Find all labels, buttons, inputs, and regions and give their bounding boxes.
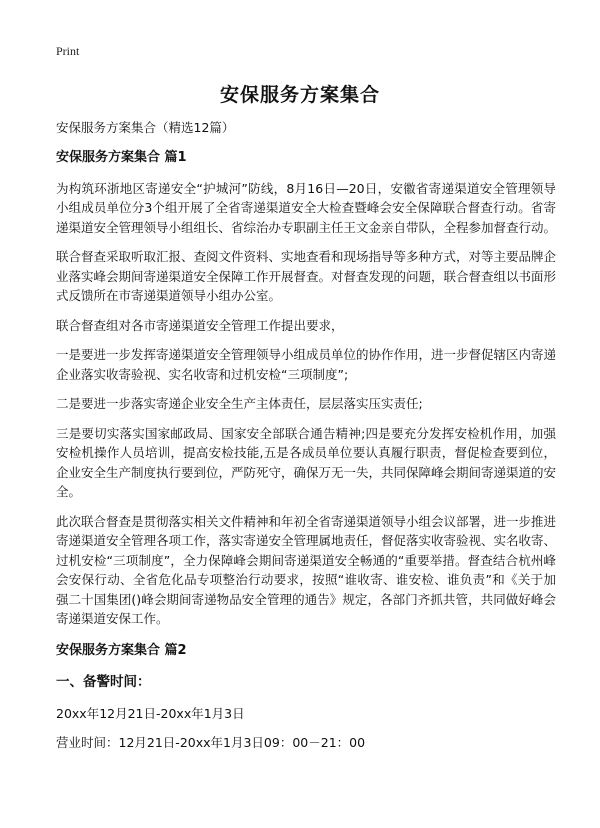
print-label: Print (56, 44, 80, 58)
page-title: 安保服务方案集合 (219, 84, 380, 106)
paragraph: 营业时间：12月21日-20xx年1月3日09：00－21：00 (56, 735, 366, 750)
paragraph: 三是要切实落实国家邮政局、国家安全部联合通告精神;四是要充分发挥安检机作用，加强安检机操作人员培训，提高安检技能,五是各成员单位要认真履行职责，督促检查要到位，企业安全生产制度执行要到位，严防死守，确保万无一失，共同保障峰会期间寄递渠道的安全。 (56, 425, 557, 499)
paragraph: 联合督查组对各市寄递渠道安全管理工作提出要求， (56, 317, 344, 333)
section-1-heading: 安保服务方案集合 篇1 (56, 149, 187, 165)
paragraph: 联合督查采取听取汇报、查阅文件资料、实地查看和现场指导等多种方式，对等主要品牌企业落实峰会期间寄递渠道安全保障工作开展督查。对督查发现的问题，联合督查组以书面形式反馈所在市寄递渠道领导小组办公室。 (56, 249, 557, 303)
section-2-subheading: 一、备警时间： (56, 673, 151, 690)
section-2-heading: 安保服务方案集合 篇2 (56, 642, 187, 658)
paragraph: 二是要进一步落实寄递企业安全生产主体责任，层层落实压实责任; (56, 396, 423, 411)
paragraph: 20xx年12月21日-20xx年1月3日 (56, 705, 245, 721)
paragraph: 此次联合督查是贯彻落实相关文件精神和年初全省寄递渠道领导小组会议部署，进一步推进寄递渠道安全管理各项工作，落实寄递安全管理属地责任，督促落实收寄验视、实名收寄、过机安检“三项制度”，全力保障峰会期间寄递渠道安全畅通的“重要举措。督查结合杭州峰会安保行动、全省危化品专项整治行动要求，按照“谁收寄、谁安检、谁负责”和《关于加强二十国集团()峰会期间寄递物品安全管理的通告》规定，各部门齐抓共管，共同做好峰会寄递渠道安保工作。 (56, 513, 557, 626)
document-subtitle: 安保服务方案集合（精选12篇） (56, 120, 235, 135)
document-body (56, 118, 556, 763)
paragraph: 为构筑环浙地区寄递安全“护城河”防线，8月16日—20日，安徽省寄递渠道安全管理领导小组成员单位分3个组开展了全省寄递渠道安全大检查暨峰会安全保障联合督查行动。省寄递渠道安全管理领导小组组长、省综治办专职副主任王文金亲自带队，全程参加督查行动。 (56, 180, 557, 235)
paragraph: 一是要进一步发挥寄递渠道安全管理领导小组成员单位的协作作用，进一步督促辖区内寄递企业落实收寄验视、实名收寄和过机安检“三项制度”; (56, 347, 557, 382)
